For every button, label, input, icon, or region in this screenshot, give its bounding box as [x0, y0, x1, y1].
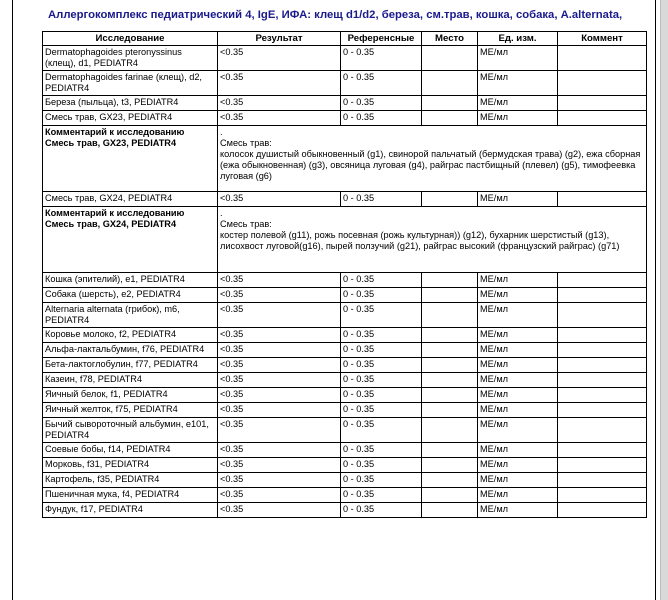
cell-unit: МЕ/мл [478, 358, 558, 373]
cell-test: Смесь трав, GX23, PEDIATR4 [43, 111, 218, 126]
cell-place [422, 273, 478, 288]
cell-test: Яичный желток, f75, PEDIATR4 [43, 403, 218, 418]
comment-row [43, 207, 647, 273]
table-row [43, 71, 647, 96]
cell-test: Dermatophagoides pteronyssinus (клещ), d1, PEDIATR4 [43, 46, 218, 71]
cell-reference: 0 - 0.35 [341, 192, 422, 207]
cell-result: <0.35 [218, 403, 341, 418]
page-frame-right [655, 0, 656, 600]
cell-place [422, 403, 478, 418]
cell-result: <0.35 [218, 96, 341, 111]
cell-reference: 0 - 0.35 [341, 403, 422, 418]
cell-test: Береза (пыльца), t3, PEDIATR4 [43, 96, 218, 111]
cell-reference: 0 - 0.35 [341, 273, 422, 288]
cell-unit: МЕ/мл [478, 373, 558, 388]
cell-place [422, 46, 478, 71]
cell-unit: МЕ/мл [478, 192, 558, 207]
cell-comment [558, 388, 647, 403]
table-row [43, 343, 647, 358]
table-row [43, 458, 647, 473]
table-header-row [43, 32, 647, 46]
cell-place [422, 388, 478, 403]
cell-test: Коровье молоко, f2, PEDIATR4 [43, 328, 218, 343]
cell-reference: 0 - 0.35 [341, 488, 422, 503]
cell-result: <0.35 [218, 373, 341, 388]
cell-test: Бычий сывороточный альбумин, e101, PEDIATR4 [43, 418, 218, 443]
cell-comment [558, 288, 647, 303]
comment-row [43, 126, 647, 192]
cell-unit: МЕ/мл [478, 473, 558, 488]
cell-place [422, 96, 478, 111]
cell-result: <0.35 [218, 343, 341, 358]
cell-unit: МЕ/мл [478, 403, 558, 418]
comment-text: Смесь трав: колосок душистый обыкновенный (g1), свинорой пальчатый (бермудская трава) (g2), ежа сборная (ежа обыкновенная) (g3), овсяница луговая (g4), райграс пастбищный (плевел) (g5), тимофеевка луговая (g6) [220, 138, 641, 181]
cell-test: Соевые бобы, f14, PEDIATR4 [43, 443, 218, 458]
table-row [43, 46, 647, 71]
cell-test: Фундук, f17, PEDIATR4 [43, 503, 218, 518]
cell-reference: 0 - 0.35 [341, 328, 422, 343]
comment-dot: . [220, 208, 223, 218]
cell-comment [558, 503, 647, 518]
cell-result: <0.35 [218, 46, 341, 71]
cell-test: Собака (шерсть), e2, PEDIATR4 [43, 288, 218, 303]
cell-comment [558, 343, 647, 358]
cell-place [422, 488, 478, 503]
cell-unit: МЕ/мл [478, 388, 558, 403]
cell-unit: МЕ/мл [478, 273, 558, 288]
cell-unit: МЕ/мл [478, 288, 558, 303]
cell-reference: 0 - 0.35 [341, 111, 422, 126]
cell-comment [558, 418, 647, 443]
cell-result: <0.35 [218, 388, 341, 403]
comment-text-cell [218, 207, 647, 273]
cell-result: <0.35 [218, 418, 341, 443]
cell-result: <0.35 [218, 443, 341, 458]
table-row [43, 503, 647, 518]
cell-test: Alternaria alternata (грибок), m6, PEDIATR4 [43, 303, 218, 328]
cell-result: <0.35 [218, 503, 341, 518]
cell-place [422, 358, 478, 373]
table-row [43, 328, 647, 343]
cell-unit: МЕ/мл [478, 303, 558, 328]
cell-reference: 0 - 0.35 [341, 288, 422, 303]
cell-reference: 0 - 0.35 [341, 443, 422, 458]
cell-comment [558, 403, 647, 418]
cell-result: <0.35 [218, 303, 341, 328]
cell-result: <0.35 [218, 473, 341, 488]
comment-text: Смесь трав: костер полевой (g11), рожь посевная (рожь культурная)) (g12), бухарник шерстистый (g13), лисохвост луговой(g16), пырей ползучий (g21), райграс высокий (французский райграс) (g71) [220, 219, 620, 251]
cell-place [422, 328, 478, 343]
table-row [43, 418, 647, 443]
cell-test: Морковь, f31, PEDIATR4 [43, 458, 218, 473]
cell-place [422, 111, 478, 126]
cell-test: Яичный белок, f1, PEDIATR4 [43, 388, 218, 403]
cell-place [422, 192, 478, 207]
cell-comment [558, 273, 647, 288]
results-table [42, 31, 647, 518]
cell-unit: МЕ/мл [478, 443, 558, 458]
cell-result: <0.35 [218, 288, 341, 303]
cell-unit: МЕ/мл [478, 96, 558, 111]
page-edge [660, 0, 668, 600]
table-row [43, 273, 647, 288]
cell-reference: 0 - 0.35 [341, 458, 422, 473]
cell-result: <0.35 [218, 328, 341, 343]
table-row [43, 388, 647, 403]
column-header-reference: Референсные [341, 32, 422, 46]
cell-comment [558, 303, 647, 328]
cell-comment [558, 46, 647, 71]
cell-test: Dermatophagoides farinae (клещ), d2, PEDIATR4 [43, 71, 218, 96]
table-row [43, 192, 647, 207]
table-row [43, 96, 647, 111]
cell-unit: МЕ/мл [478, 458, 558, 473]
cell-comment [558, 192, 647, 207]
cell-place [422, 71, 478, 96]
cell-reference: 0 - 0.35 [341, 303, 422, 328]
cell-test: Бета-лактоглобулин, f77, PEDIATR4 [43, 358, 218, 373]
cell-test: Альфа-лактальбумин, f76, PEDIATR4 [43, 343, 218, 358]
cell-unit: МЕ/мл [478, 418, 558, 443]
table-row [43, 303, 647, 328]
cell-test: Кошка (эпителий), e1, PEDIATR4 [43, 273, 218, 288]
cell-reference: 0 - 0.35 [341, 388, 422, 403]
cell-comment [558, 358, 647, 373]
cell-reference: 0 - 0.35 [341, 418, 422, 443]
cell-reference: 0 - 0.35 [341, 373, 422, 388]
column-header-unit: Ед. изм. [478, 32, 558, 46]
cell-unit: МЕ/мл [478, 488, 558, 503]
cell-result: <0.35 [218, 111, 341, 126]
cell-reference: 0 - 0.35 [341, 71, 422, 96]
comment-label: Комментарий к исследованию Смесь трав, GX23, PEDIATR4 [43, 126, 218, 192]
cell-unit: МЕ/мл [478, 71, 558, 96]
table-row [43, 403, 647, 418]
cell-result: <0.35 [218, 71, 341, 96]
cell-result: <0.35 [218, 273, 341, 288]
cell-unit: МЕ/мл [478, 343, 558, 358]
cell-unit: МЕ/мл [478, 503, 558, 518]
table-row [43, 111, 647, 126]
cell-place [422, 503, 478, 518]
cell-comment [558, 488, 647, 503]
table-row [43, 373, 647, 388]
cell-test: Пшеничная мука, f4, PEDIATR4 [43, 488, 218, 503]
comment-dot: . [220, 127, 223, 137]
table-row [43, 473, 647, 488]
column-header-result: Результат [218, 32, 341, 46]
page-frame-left [12, 0, 13, 600]
comment-text-cell [218, 126, 647, 192]
cell-reference: 0 - 0.35 [341, 343, 422, 358]
column-header-test: Исследование [43, 32, 218, 46]
table-row [43, 358, 647, 373]
cell-comment [558, 96, 647, 111]
cell-reference: 0 - 0.35 [341, 503, 422, 518]
report-title: Аллергокомплекс педиатрический 4, IgE, ИФА: клещ d1/d2, береза, см.трав, кошка, собака, A.alternata, [48, 9, 623, 21]
cell-unit: МЕ/мл [478, 46, 558, 71]
cell-result: <0.35 [218, 458, 341, 473]
table-row [43, 288, 647, 303]
cell-place [422, 288, 478, 303]
cell-place [422, 303, 478, 328]
cell-comment [558, 328, 647, 343]
cell-place [422, 418, 478, 443]
comment-label: Комментарий к исследованию Смесь трав, GX24, PEDIATR4 [43, 207, 218, 273]
table-body [43, 46, 647, 518]
cell-comment [558, 373, 647, 388]
cell-comment [558, 443, 647, 458]
cell-reference: 0 - 0.35 [341, 473, 422, 488]
table-row [43, 488, 647, 503]
cell-reference: 0 - 0.35 [341, 358, 422, 373]
cell-place [422, 458, 478, 473]
cell-comment [558, 71, 647, 96]
cell-place [422, 443, 478, 458]
cell-unit: МЕ/мл [478, 328, 558, 343]
table-row [43, 443, 647, 458]
cell-place [422, 473, 478, 488]
column-header-comment: Коммент [558, 32, 647, 46]
column-header-place: Место [422, 32, 478, 46]
cell-result: <0.35 [218, 192, 341, 207]
cell-reference: 0 - 0.35 [341, 46, 422, 71]
cell-comment [558, 473, 647, 488]
cell-reference: 0 - 0.35 [341, 96, 422, 111]
cell-test: Картофель, f35, PEDIATR4 [43, 473, 218, 488]
cell-place [422, 343, 478, 358]
cell-test: Казеин, f78, PEDIATR4 [43, 373, 218, 388]
cell-result: <0.35 [218, 488, 341, 503]
cell-comment [558, 458, 647, 473]
cell-unit: МЕ/мл [478, 111, 558, 126]
cell-test: Смесь трав, GX24, PEDIATR4 [43, 192, 218, 207]
cell-result: <0.35 [218, 358, 341, 373]
cell-place [422, 373, 478, 388]
cell-comment [558, 111, 647, 126]
